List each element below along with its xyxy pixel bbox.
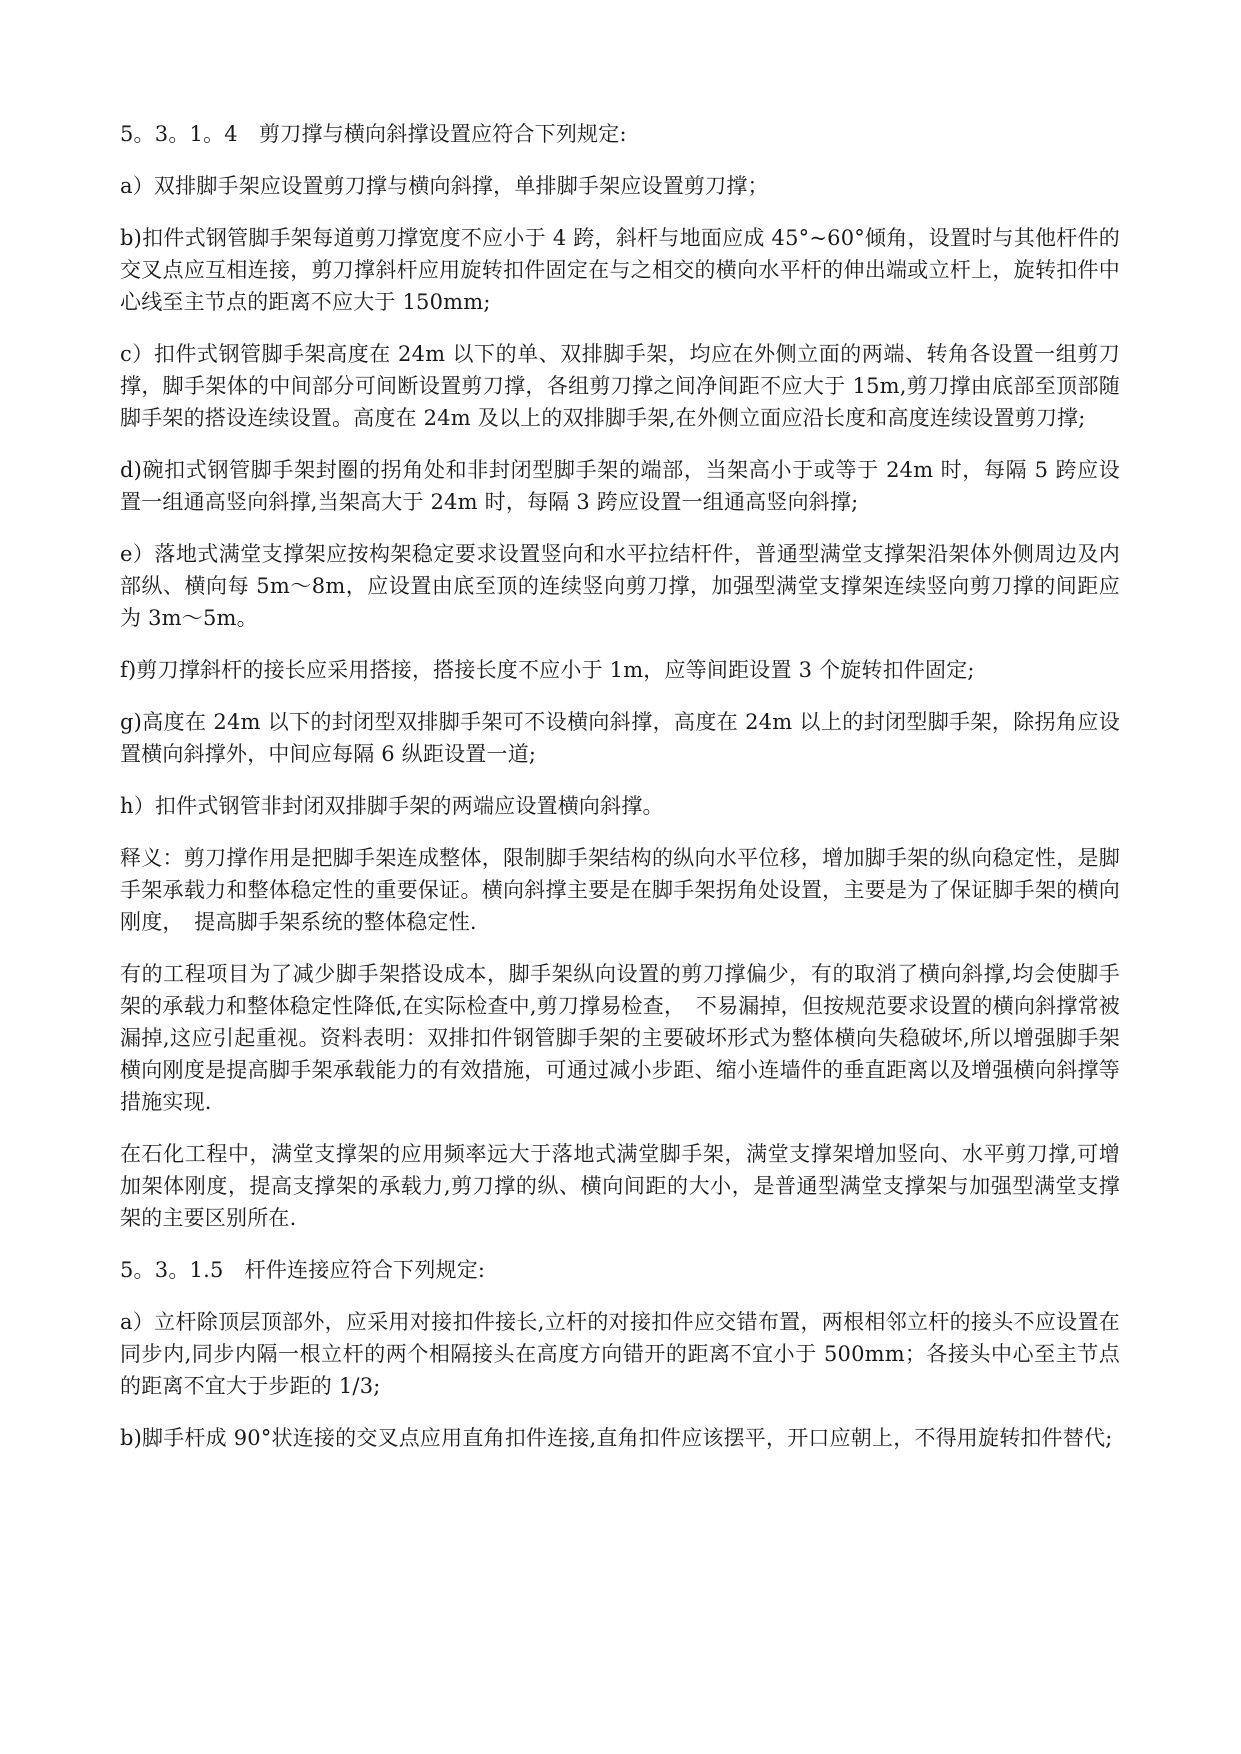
clause-e: e）落地式满堂支撑架应按构架稳定要求设置竖向和水平拉结杆件，普通型满堂支撑架沿架体外侧周边及内部纵、横向每 5m～8m，应设置由底至顶的连续竖向剪刀撑，加强型满堂支撑架连续竖向剪刀撑的间距应为 3m～5m。: [120, 542, 1120, 630]
clause-b: b)扣件式钢管脚手架每道剪刀撑宽度不应小于 4 跨，斜杆与地面应成 45°~60°倾角，设置时与其他杆件的交叉点应互相连接，剪刀撑斜杆应用旋转扣件固定在与之相交的横向水平杆的伸出端或立杆上，旋转扣件中心线至主节点的距离不应大于 150mm;: [120, 226, 1120, 314]
section-heading-5-3-1-4: 5。3。1。4 剪刀撑与横向斜撑设置应符合下列规定:: [120, 122, 627, 146]
body-paragraph-petrochemical: 在石化工程中，满堂支撑架的应用频率远大于落地式满堂脚手架，满堂支撑架增加竖向、水平剪刀撑,可增加架体刚度，提高支撑架的承载力,剪刀撑的纵、横向间距的大小，是普通型满堂支撑架与加强型满堂支撑架的主要区别所在.: [120, 1142, 1120, 1230]
document-page: [120, 118, 1120, 1474]
clause-g: g)高度在 24m 以下的封闭型双排脚手架可不设横向斜撑，高度在 24m 以上的封闭型脚手架，除拐角应设置横向斜撑外，中间应每隔 6 纵距设置一道;: [120, 710, 1120, 766]
interpretation-paragraph: 释义：剪刀撑作用是把脚手架连成整体，限制脚手架结构的纵向水平位移，增加脚手架的纵向稳定性，是脚手架承载力和整体稳定性的重要保证。横向斜撑主要是在脚手架拐角处设置，主要是为了保证脚手架的横向刚度， 提高脚手架系统的整体稳定性.: [120, 846, 1120, 934]
clause-a: a）双排脚手架应设置剪刀撑与横向斜撑，单排脚手架应设置剪刀撑；: [120, 174, 769, 198]
clause-b-connection: b)脚手杆成 90°状连接的交叉点应用直角扣件连接,直角扣件应该摆平，开口应朝上，不得用旋转扣件替代;: [120, 1426, 1113, 1450]
clause-f: f)剪刀撑斜杆的接长应采用搭接，搭接长度不应小于 1m，应等间距设置 3 个旋转扣件固定;: [120, 658, 975, 682]
clause-d: d)碗扣式钢管脚手架封圈的拐角处和非封闭型脚手架的端部，当架高小于或等于 24m 时，每隔 5 跨应设置一组通高竖向斜撑,当架高大于 24m 时，每隔 3 跨应设置一组通高竖向斜撑;: [120, 458, 1120, 514]
body-paragraph-project-practice: 有的工程项目为了减少脚手架搭设成本，脚手架纵向设置的剪刀撑偏少，有的取消了横向斜撑,均会使脚手架的承载力和整体稳定性降低,在实际检查中,剪刀撑易检查， 不易漏掉，但按规范要求设置的横向斜撑常被漏掉,这应引起重视。资料表明：双排扣件钢管脚手架的主要破坏形式为整体横向失稳破坏,所以增强脚手架横向刚度是提高脚手架承载能力的有效措施，可通过减小步距、缩小连墙件的垂直距离以及增强横向斜撑等措施实现.: [120, 962, 1120, 1114]
clause-h: h）扣件式钢管非封闭双排脚手架的两端应设置横向斜撑。: [120, 794, 664, 818]
clause-c: c）扣件式钢管脚手架高度在 24m 以下的单、双排脚手架，均应在外侧立面的两端、转角各设置一组剪刀撑，脚手架体的中间部分可间断设置剪刀撑，各组剪刀撑之间净间距不应大于 15m,剪刀撑由底部至顶部随脚手架的搭设连续设置。高度在 24m 及以上的双排脚手架,在外侧立面应沿长度和高度连续设置剪刀撑;: [120, 342, 1120, 430]
section-heading-5-3-1-5: 5。3。1.5 杆件连接应符合下列规定:: [120, 1258, 486, 1282]
clause-a-connection: a）立杆除顶层顶部外，应采用对接扣件接长,立杆的对接扣件应交错布置，两根相邻立杆的接头不应设置在同步内,同步内隔一根立杆的两个相隔接头在高度方向错开的距离不宜小于 500mm；各接头中心至主节点的距离不宜大于步距的 1/3;: [120, 1310, 1120, 1398]
